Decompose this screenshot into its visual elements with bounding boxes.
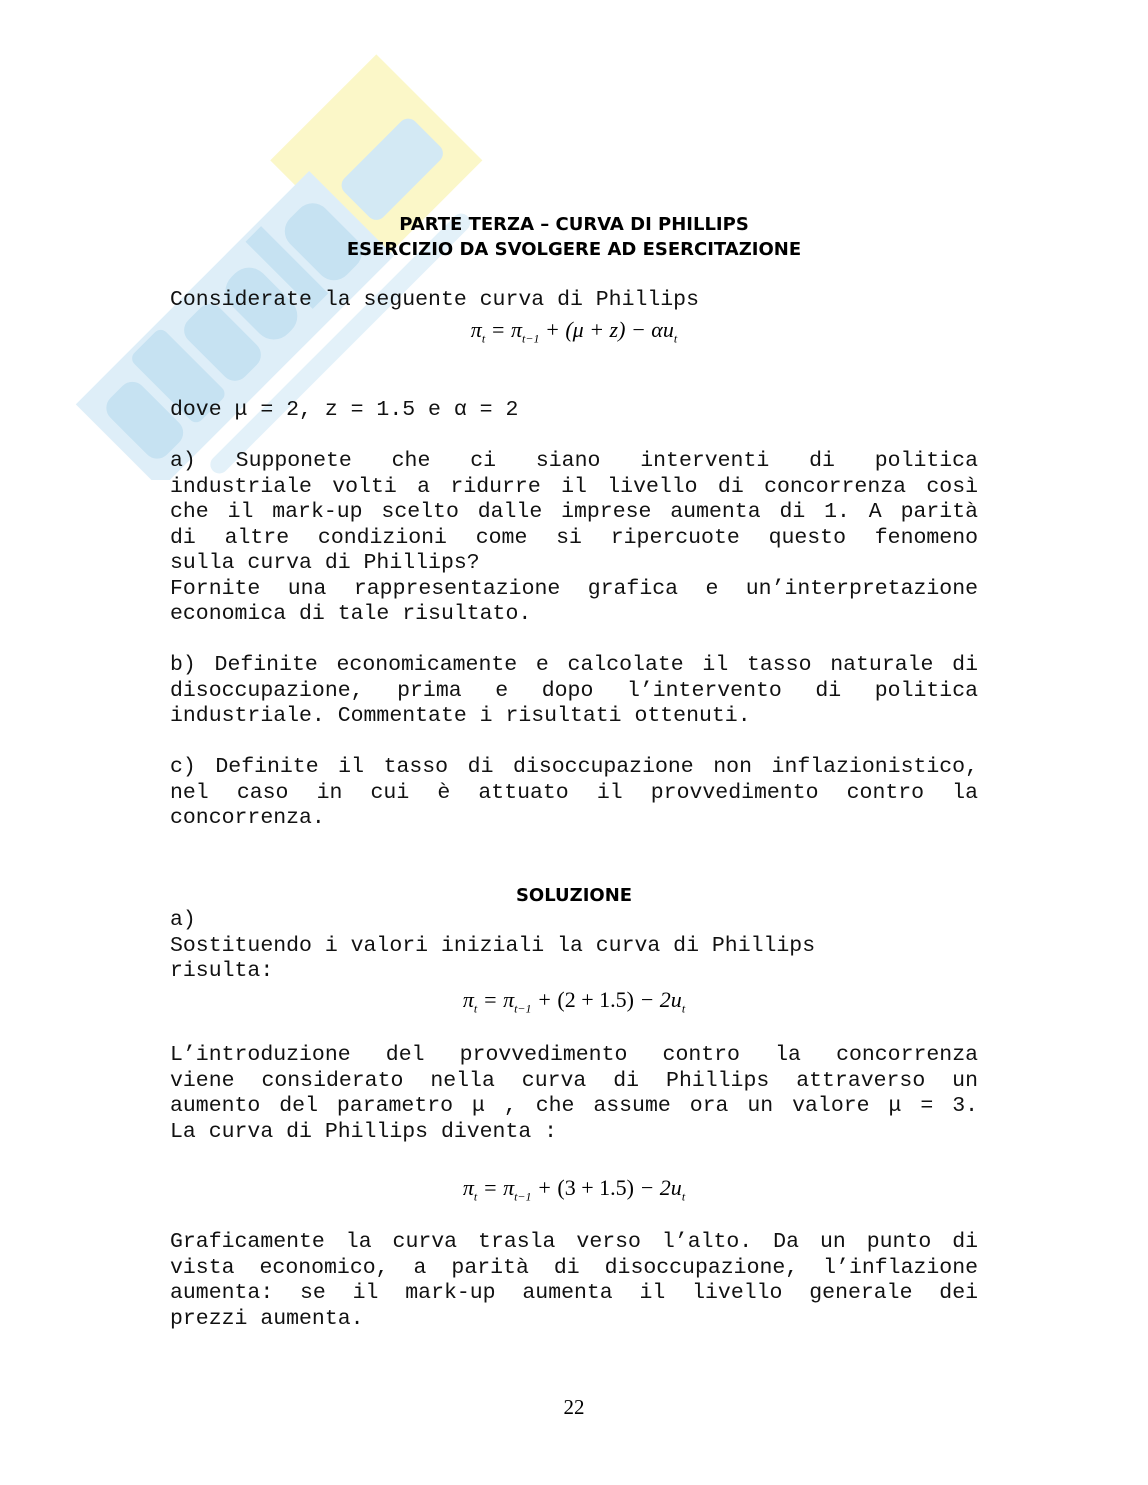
- text-line: c) Definite il tasso di disoccupazione non inflazionistico,: [170, 755, 978, 779]
- text-line: L’introduzione del provvedimento contro la concorrenza: [170, 1043, 978, 1067]
- text-line: aumenta: se il mark-up aumenta il livello generale dei: [170, 1281, 978, 1305]
- heading-line-2: ESERCIZIO DA SVOLGERE AD ESERCITAZIONE: [346, 239, 802, 260]
- heading-line-1: PARTE TERZA – CURVA DI PHILLIPS: [399, 214, 749, 235]
- text-line: vista economico, a parità di disoccupazione, l’inflazione: [170, 1255, 978, 1280]
- question-b: [170, 653, 978, 730]
- text-line: disoccupazione, prima e dopo l’intervento di politica: [170, 678, 978, 703]
- text-line: a): [170, 908, 196, 932]
- question-a: [170, 449, 978, 628]
- text-line: a) Supponete che ci siano interventi di politica: [170, 449, 978, 473]
- text-line: La curva di Phillips diventa :: [170, 1119, 558, 1144]
- text-line: che il mark-up scelto dalle imprese aumenta di 1. A parità: [170, 500, 978, 524]
- text-line: industriale. Commentate i risultati ottenuti.: [170, 704, 751, 728]
- text-line: Fornite una rappresentazione grafica e un’interpretazione: [170, 576, 978, 601]
- paragraph-provvedimento: [170, 1043, 978, 1145]
- text-line: risulta:: [170, 959, 274, 983]
- parameters-text: dove μ = 2, z = 1.5 e α = 2: [170, 398, 519, 422]
- text-line: di altre condizioni come si ripercuote questo fenomeno: [170, 525, 978, 550]
- text-line: Graficamente la curva trasla verso l’alto. Da un punto di: [170, 1230, 978, 1254]
- text-line: industriale volti a ridurre il livello di concorrenza così: [170, 474, 978, 499]
- page-number: 22: [563, 1395, 585, 1419]
- solution-a-intro: [170, 908, 978, 985]
- text-line: b) Definite economicamente e calcolate il tasso naturale di: [170, 653, 978, 677]
- phillips-formula-initial: $\pi_t = \pi_{t-1} + (2 + 1.5) - 2u_t$: [462, 987, 686, 1016]
- question-c: [170, 755, 978, 832]
- text-line: Sostituendo i valori iniziali la curva di Phillips: [170, 933, 816, 958]
- text-line: nel caso in cui è attuato il provvedimento contro la: [170, 780, 978, 805]
- phillips-formula-general: $\pi_t = \pi_{t-1} + (\mu + z) - \alpha u_t$: [470, 317, 678, 346]
- text-line: economica di tale risultato.: [170, 602, 532, 626]
- text-line: viene considerato nella curva di Phillips attraverso un: [170, 1068, 978, 1093]
- solution-heading: SOLUZIONE: [515, 885, 633, 906]
- paragraph-graficamente: [170, 1230, 978, 1332]
- intro-text: Considerate la seguente curva di Phillips: [170, 288, 699, 312]
- phillips-formula-new: $\pi_t = \pi_{t-1} + (3 + 1.5) - 2u_t$: [462, 1175, 686, 1204]
- text-line: concorrenza.: [170, 806, 325, 830]
- text-line: sulla curva di Phillips?: [170, 551, 480, 575]
- text-line: prezzi aumenta.: [170, 1306, 364, 1331]
- text-line: aumento del parametro μ , che assume ora un valore μ = 3.: [170, 1094, 978, 1118]
